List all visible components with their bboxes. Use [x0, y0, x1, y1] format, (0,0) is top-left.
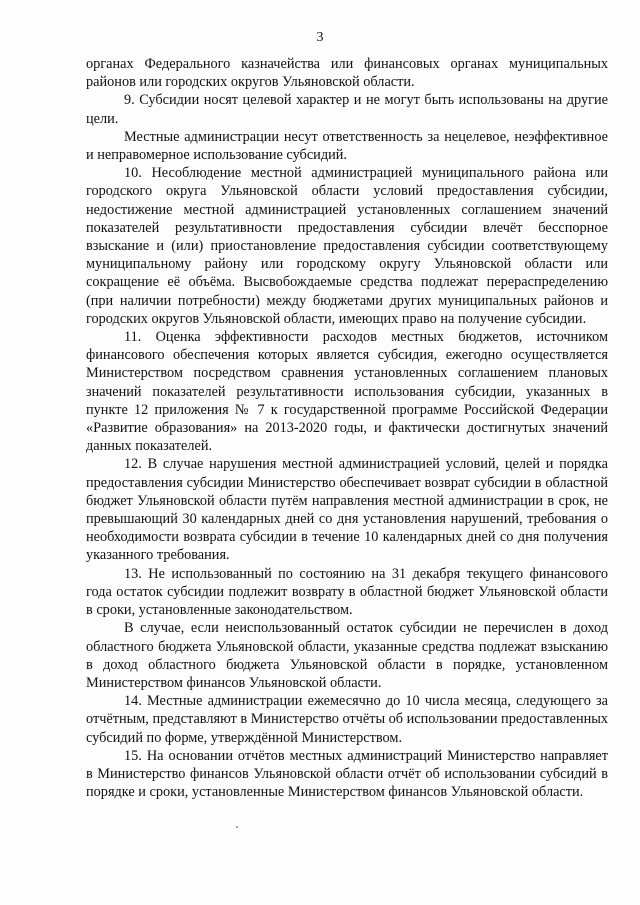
- document-body: [86, 55, 608, 801]
- paragraph-item-13: 13. Не использованный по состоянию на 31 декабря текущего финансового года остаток субсидии подлежит возврату в областной бюджет Ульяновской области в сроки, установленные законодательством.: [86, 565, 608, 619]
- paragraph-responsibility: Местные администрации несут ответственность за нецелевое, неэффективное и неправомерное использование субсидий.: [86, 128, 608, 164]
- scan-dot: [236, 826, 238, 828]
- paragraph-item-10: 10. Несоблюдение местной администрацией муниципального района или городского округа Ульяновской области условий предоставления субсидии, недостижение местной администрацией установленных соглашением значений показателей результативности предоставления субсидии влечёт бесспорное взыскание и (или) приостановление предоставления субсидии соответствующему муниципальному району или городскому округу Ульяновской области или сокращение её объёма. Высвобождаемые средства подлежат перераспределению (при наличии потребности) между бюджетами других муниципальных районов и городских округов Ульяновской области, имеющих право на получение субсидии.: [86, 165, 608, 327]
- paragraph-item-15: 15. На основании отчётов местных администраций Министерство направляет в Министерство финансов Ульяновской области отчёт об использовании субсидий в порядке и сроки, установленные Министерством финансов Ульяновской области.: [86, 747, 608, 801]
- paragraph-unused-balance: В случае, если неиспользованный остаток субсидии не перечислен в доход областного бюджета Ульяновской области, указанные средства подлежат взысканию в доход областного бюджета Ульяновской области в порядке, установленном Министерством финансов Ульяновской области.: [86, 620, 608, 691]
- paragraph-item-12: 12. В случае нарушения местной администрацией условий, целей и порядка предоставления субсидии Министерство обеспечивает возврат субсидии в областной бюджет Ульяновской области путём направления местной администрации в срок, не превышающий 30 календарных дней со дня установления нарушений, требования о необходимости возврата субсидии в течение 10 календарных дней со дня получения указанного требования.: [86, 456, 608, 564]
- paragraph-item-11: 11. Оценка эффективности расходов местных бюджетов, источником финансового обеспечения которых является субсидия, ежегодно осуществляется Министерством посредством сравнения установленных соглашением плановых значений показателей результативности использования субсидии, указанных в пункте 12 приложения № 7 к государственной программе Российской Федерации «Развитие образования» на 2013-2020 годы, и фактически достигнутых значений данных показателей.: [86, 329, 608, 455]
- paragraph-item-9: 9. Субсидии носят целевой характер и не могут быть использованы на другие цели.: [86, 92, 608, 127]
- paragraph-item-14: 14. Местные администрации ежемесячно до 10 числа месяца, следующего за отчётным, представляют в Министерство отчёты об использовании предоставленных субсидий по форме, утверждённой Министерством.: [86, 693, 608, 746]
- page-number: 3: [316, 30, 324, 45]
- paragraph-continuation: органах Федерального казначейства или финансовых органах муниципальных районов или городских округов Ульяновской области.: [86, 56, 608, 91]
